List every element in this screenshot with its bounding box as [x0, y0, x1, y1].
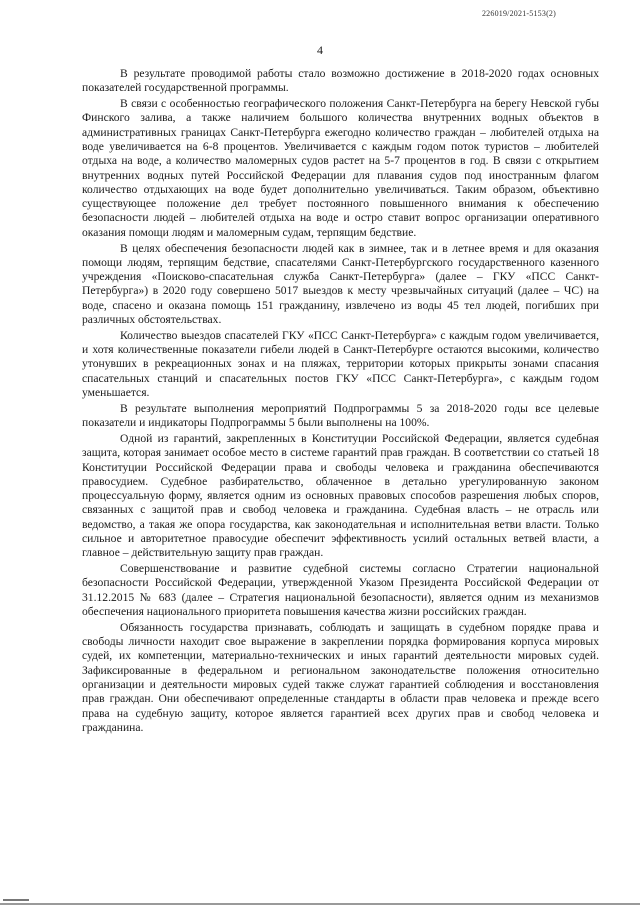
document-registration-number: 226019/2021-5153(2): [481, 9, 556, 18]
page-number: 4: [317, 43, 323, 57]
paragraph-3: В целях обеспечения безопасности людей как в зимнее, так и в летнее время и для оказания помощи людям, терпящим бедствие, спасателями Санкт-Петербургского государственного казенного учреждения «Поисково-спасательная служба Санкт-Петербурга» (далее – ГКУ «ПСС Санкт-Петербурга») в 2020 году совершено 5017 выездов к месту чрезвычайных ситуаций (далее – ЧС) на воде, спасено и оказана помощь 151 гражданину, извлечено из воды 45 тел людей, погибших при различных обстоятельствах.: [82, 241, 599, 327]
paragraph-4: Количество выездов спасателей ГКУ «ПСС Санкт-Петербурга» с каждым годом увеличивается, и хотя количественные показатели гибели людей в Санкт-Петербурге остаются высокими, количество утонувших в рекреационных зонах и на пляжах, территории которых прикрыты зонами спасания спасательных станций и спасательных постов ГКУ «ПСС Санкт-Петербурга», с каждым годом уменьшается.: [82, 328, 599, 400]
document-body: [82, 67, 599, 735]
scan-edge-mark: [3, 899, 29, 901]
paragraph-5: В результате выполнения мероприятий Подпрограммы 5 за 2018-2020 годы все целевые показатели и индикаторы Подпрограммы 5 были выполнены на 100%.: [82, 401, 599, 430]
paragraph-1: В результате проводимой работы стало возможно достижение в 2018-2020 годах основных показателей государственной программы.: [82, 67, 599, 95]
paragraph-6: Одной из гарантий, закрепленных в Конституции Российской Федерации, является судебная защита, которая занимает особое место в системе гарантий прав граждан. В соответствии со статьей 18 Конституции Российской Федерации права и свободы человека и гражданина обеспечиваются правосудием. Судебное разбирательство, облаченное в детально урегулированную законом процессуальную форму, является одним из основных правовых способов разрешения любых споров, связанных с защитой прав и свобод человека и гражданина. Судебная власть – не отрасль или ведомство, а такая же опора государства, как законодательная и исполнительная ветви власти. Только сильное и авторитетное правосудие обеспечит эффективность усилий остальных ветвей власти, а главное – действительную защиту прав граждан.: [82, 431, 599, 560]
paragraph-8: Обязанность государства признавать, соблюдать и защищать в судебном порядке права и свободы личности находит свое выражение в закреплении порядка формирования корпуса мировых судей, их компетенции, материально-технических и иных гарантий деятельности мировых судей. Зафиксированные в федеральном и региональном законодательстве положения относительно организации и деятельности мировых судей также служат гарантией соблюдения и восстановления прав граждан. Они обеспечивают определенные стандарты в области прав человека и прежде всего права на судебную защиту, которое является гарантией всех других прав и свобод человека и гражданина.: [82, 620, 599, 734]
paragraph-7: Совершенствование и развитие судебной системы согласно Стратегии национальной безопасности Российской Федерации, утвержденной Указом Президента Российской Федерации от 31.12.2015 № 683 (далее – Стратегия национальной безопасности), является одним из механизмов обеспечения национального приоритета повышения качества жизни российских граждан.: [82, 562, 599, 618]
paragraph-2: В связи с особенностью географического положения Санкт-Петербурга на берегу Невской губы Финского залива, а также наличием большого количества внутренних водных объектов в административных границах Санкт-Петербурга ежегодно количество граждан – любителей отдыха на воде увеличивается на 6-8 процентов. Увеличивается с каждым годом поток туристов – любителей отдыха на воде, а количество маломерных судов растет на 5-7 процентов в год. В связи с открытием внутренних водных путей Российской Федерации для плавания судов под иностранным флагом количество отдыхающих на воде будет дополнительно увеличиваться. Таким образом, объективно существующее положение дел требует постоянного повышенного внимания к обеспечению безопасности людей – любителей отдыха на воде и остро ставит вопрос организации оперативного оказания помощи людям и маломерным судам, терпящим бедствие.: [82, 97, 599, 239]
